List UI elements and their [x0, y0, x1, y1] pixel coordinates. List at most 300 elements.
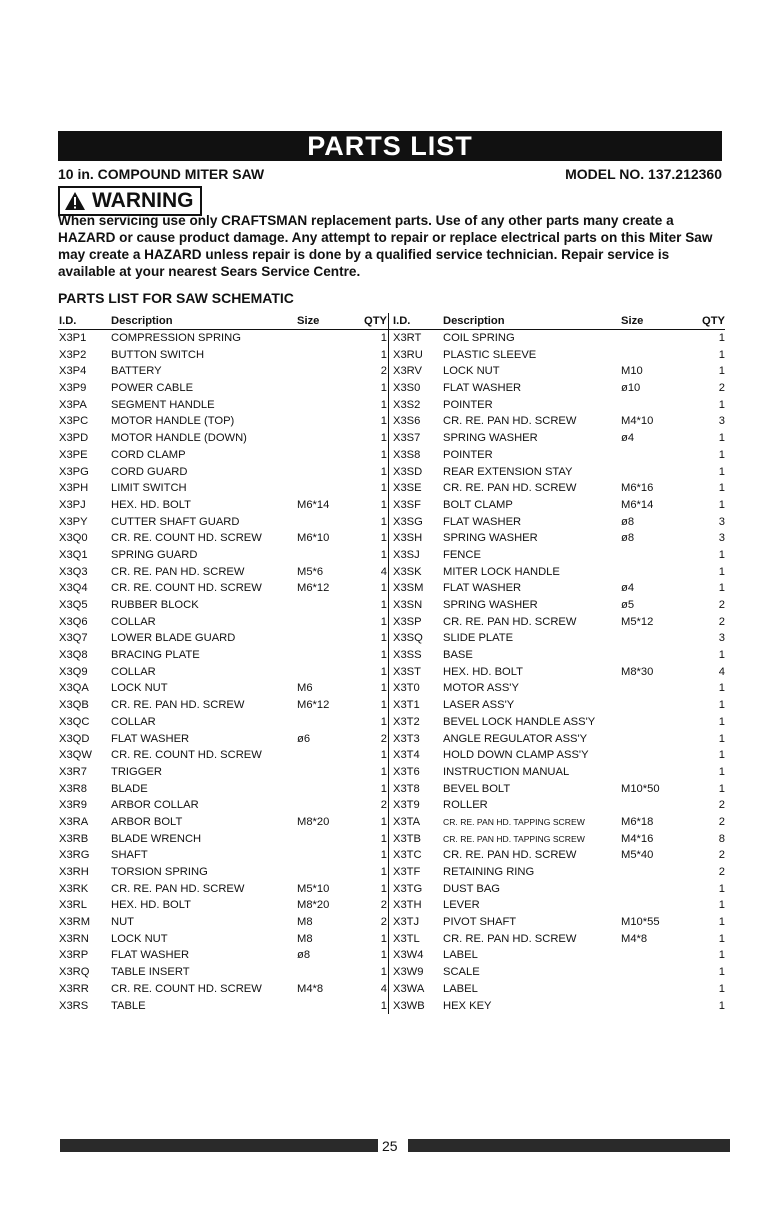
table-row	[389, 847, 725, 864]
table-row	[58, 380, 388, 397]
table-row	[58, 814, 388, 831]
cell-description: HEX KEY	[443, 999, 492, 1012]
table-row	[58, 330, 388, 347]
cell-description: RETAINING RING	[443, 866, 535, 878]
cell-id: X3SP	[393, 615, 422, 628]
table-row	[389, 831, 725, 848]
table-row	[389, 597, 725, 614]
cell-description: HEX. HD. BOLT	[111, 498, 191, 511]
cell-qty: 1	[718, 482, 725, 495]
cell-size: ø8	[621, 532, 635, 545]
cell-size	[297, 831, 357, 848]
cell-qty: 1	[380, 882, 387, 895]
cell-description: CR. RE. PAN HD. SCREW	[443, 615, 577, 628]
cell-description: CR. RE. PAN HD. SCREW	[111, 699, 245, 712]
cell-id: X3SE	[393, 482, 422, 495]
product-name: 10 in. COMPOUND MITER SAW	[58, 166, 265, 182]
table-row	[389, 864, 725, 881]
cell-id: X3RH	[59, 866, 89, 878]
cell-id: X3RM	[59, 916, 91, 929]
cell-size: M8*30	[621, 665, 654, 678]
table-row	[389, 998, 725, 1015]
cell-qty: 1	[380, 498, 387, 511]
cell-id: X3T3	[393, 732, 420, 745]
cell-description: PLASTIC SLEEVE	[443, 348, 537, 361]
cell-id: X3Q5	[59, 599, 88, 611]
cell-qty: 4	[380, 565, 387, 578]
cell-description: COLLAR	[111, 715, 156, 728]
table-row	[389, 797, 725, 814]
cell-id: X3SK	[393, 565, 422, 578]
cell-id: X3P4	[59, 365, 87, 378]
table-row	[389, 564, 725, 581]
cell-id: X3R8	[59, 782, 87, 795]
cell-size: ø5	[621, 599, 635, 611]
cell-description: LOWER BLADE GUARD	[111, 632, 236, 645]
table-row	[58, 413, 388, 430]
cell-size	[621, 797, 681, 814]
cell-description: BEVEL BOLT	[443, 782, 511, 795]
cell-qty: 1	[718, 782, 725, 795]
cell-description: CR. RE. PAN HD. SCREW	[111, 882, 245, 895]
table-row	[58, 881, 388, 898]
cell-qty: 1	[380, 398, 387, 411]
cell-size: ø8	[621, 515, 635, 528]
cell-id: X3SG	[393, 515, 423, 528]
cell-id: X3TB	[393, 832, 421, 845]
cell-description: MOTOR HANDLE (TOP)	[111, 415, 235, 428]
cell-description: SPRING WASHER	[443, 599, 538, 611]
cell-qty: 1	[380, 815, 387, 828]
cell-id: X3RT	[393, 332, 422, 344]
cell-id: X3Q9	[59, 665, 88, 678]
cell-id: X3Q0	[59, 532, 88, 545]
cell-size	[297, 413, 357, 430]
header-qty: QTY	[702, 315, 725, 327]
cell-size: ø4	[621, 582, 635, 595]
cell-size	[297, 514, 357, 531]
cell-id: X3T9	[393, 799, 420, 812]
warning-title: WARNING	[92, 189, 194, 212]
cell-id: X3SF	[393, 498, 421, 511]
cell-qty: 1	[380, 432, 387, 445]
cell-size: M4*8	[297, 982, 324, 995]
cell-description: FLAT WASHER	[443, 382, 522, 395]
cell-size: M5*10	[297, 882, 330, 895]
header-size: Size	[297, 315, 320, 327]
cell-description: TORSION SPRING	[111, 866, 208, 878]
cell-description: LOCK NUT	[111, 932, 168, 945]
cell-description: LOCK NUT	[111, 682, 168, 695]
cell-qty: 2	[380, 365, 387, 378]
cell-qty: 1	[380, 615, 387, 628]
cell-size	[297, 597, 357, 614]
table-row	[58, 747, 388, 764]
cell-id: X3TJ	[393, 916, 420, 929]
cell-description: FLAT WASHER	[111, 732, 190, 745]
cell-description: MOTOR HANDLE (DOWN)	[111, 432, 247, 445]
cell-description: LIMIT SWITCH	[111, 482, 187, 495]
cell-id: X3RU	[393, 348, 423, 361]
table-row	[58, 547, 388, 564]
cell-description: LABEL	[443, 949, 478, 962]
cell-description: BEVEL LOCK HANDLE ASS'Y	[443, 715, 596, 728]
cell-description: FLAT WASHER	[443, 515, 522, 528]
cell-id: X3PE	[59, 448, 88, 461]
cell-size	[297, 714, 357, 731]
cell-qty: 1	[380, 332, 387, 344]
table-row	[389, 430, 725, 447]
cell-description: CR. RE. PAN HD. SCREW	[443, 932, 577, 945]
cell-id: X3Q8	[59, 649, 88, 662]
table-row	[389, 680, 725, 697]
cell-id: X3TG	[393, 882, 423, 895]
cell-size	[621, 347, 681, 364]
cell-qty: 1	[718, 932, 725, 945]
cell-qty: 1	[718, 398, 725, 411]
cell-description: CORD GUARD	[111, 465, 188, 478]
table-row	[58, 864, 388, 881]
table-row	[389, 397, 725, 414]
cell-size	[621, 864, 681, 881]
table-row	[58, 697, 388, 714]
cell-size: M5*40	[621, 849, 654, 862]
cell-size	[297, 397, 357, 414]
cell-qty: 1	[380, 382, 387, 395]
cell-description: SCALE	[443, 966, 480, 979]
table-row	[58, 530, 388, 547]
table-row	[58, 680, 388, 697]
cell-id: X3W4	[393, 949, 424, 962]
cell-id: X3T0	[393, 682, 420, 695]
cell-size	[621, 680, 681, 697]
cell-qty: 1	[380, 765, 387, 778]
header-description: Description	[443, 315, 505, 327]
cell-qty: 1	[718, 548, 725, 561]
cell-qty: 1	[380, 465, 387, 478]
cell-size	[621, 630, 681, 647]
table-row	[58, 647, 388, 664]
cell-qty: 1	[380, 949, 387, 962]
cell-id: X3S0	[393, 382, 421, 395]
cell-id: X3PA	[59, 398, 87, 411]
cell-description: SPRING WASHER	[443, 532, 538, 545]
cell-description: CR. RE. COUNT HD. SCREW	[111, 982, 262, 995]
cell-description: HOLD DOWN CLAMP ASS'Y	[443, 749, 589, 762]
cell-size	[621, 881, 681, 898]
cell-size	[297, 614, 357, 631]
cell-qty: 4	[380, 982, 387, 995]
cell-description: CR. RE. COUNT HD. SCREW	[111, 532, 262, 545]
cell-size: M6*10	[297, 532, 330, 545]
cell-size: M4*10	[621, 415, 654, 428]
cell-id: X3SM	[393, 582, 424, 595]
table-row	[389, 747, 725, 764]
cell-qty: 1	[718, 949, 725, 962]
cell-size	[297, 864, 357, 881]
cell-description: CR. RE. PAN HD. SCREW	[443, 415, 577, 428]
cell-qty: 1	[380, 866, 387, 878]
cell-size: M6	[297, 682, 313, 695]
table-row	[389, 964, 725, 981]
cell-qty: 2	[718, 599, 725, 611]
cell-id: X3T1	[393, 699, 420, 712]
cell-description: SEGMENT HANDLE	[111, 398, 215, 411]
table-row	[58, 947, 388, 964]
cell-qty: 1	[718, 448, 725, 461]
cell-id: X3T4	[393, 749, 420, 762]
cell-id: X3TH	[393, 899, 422, 912]
cell-size	[621, 447, 681, 464]
header-id: I.D.	[59, 315, 77, 327]
cell-size	[297, 630, 357, 647]
cell-description: CR. RE. PAN HD. TAPPING SCREW	[443, 833, 585, 844]
cell-size	[621, 714, 681, 731]
cell-description: DUST BAG	[443, 882, 500, 895]
cell-id: X3S2	[393, 398, 421, 411]
cell-qty: 1	[718, 765, 725, 778]
table-row	[389, 464, 725, 481]
cell-qty: 1	[718, 732, 725, 745]
cell-qty: 1	[718, 899, 725, 912]
cell-description: TRIGGER	[111, 765, 162, 778]
cell-id: X3T6	[393, 765, 420, 778]
cell-id: X3Q6	[59, 615, 88, 628]
cell-description: CR. RE. PAN HD. SCREW	[111, 565, 245, 578]
header-description: Description	[111, 315, 173, 327]
table-row	[389, 781, 725, 798]
cell-size: M6*12	[297, 582, 330, 595]
cell-size: M4*8	[621, 932, 648, 945]
cell-size: M8	[297, 932, 313, 945]
cell-id: X3S6	[393, 415, 421, 428]
cell-qty: 1	[380, 348, 387, 361]
cell-size: M6*18	[621, 815, 654, 828]
cell-id: X3TA	[393, 815, 421, 828]
cell-size: M8*20	[297, 899, 330, 912]
cell-size	[621, 747, 681, 764]
table-row	[389, 931, 725, 948]
cell-description: COLLAR	[111, 615, 156, 628]
table-header	[58, 313, 388, 330]
cell-qty: 1	[380, 415, 387, 428]
cell-id: X3PJ	[59, 498, 86, 511]
cell-qty: 1	[380, 932, 387, 945]
cell-description: LOCK NUT	[443, 365, 500, 378]
cell-id: X3RN	[59, 932, 89, 945]
table-row	[389, 547, 725, 564]
cell-description: FLAT WASHER	[111, 949, 190, 962]
cell-size	[297, 847, 357, 864]
parts-table-left	[58, 313, 388, 1014]
cell-qty: 1	[718, 649, 725, 662]
table-row	[389, 514, 725, 531]
table-row	[389, 697, 725, 714]
cell-qty: 1	[380, 632, 387, 645]
table-row	[389, 764, 725, 781]
table-row	[389, 947, 725, 964]
cell-id: X3RV	[393, 365, 423, 378]
table-row	[58, 580, 388, 597]
cell-id: X3P1	[59, 332, 87, 344]
cell-qty: 1	[380, 649, 387, 662]
cell-description: COMPRESSION SPRING	[111, 332, 241, 344]
warning-triangle-icon	[64, 191, 86, 211]
table-row	[58, 430, 388, 447]
cell-size	[297, 380, 357, 397]
cell-qty: 1	[380, 782, 387, 795]
cell-description: SPRING WASHER	[443, 432, 538, 445]
table-row	[58, 497, 388, 514]
cell-size	[621, 998, 681, 1015]
cell-description: ANGLE REGULATOR ASS'Y	[443, 732, 588, 745]
cell-qty: 1	[718, 749, 725, 762]
cell-id: X3T8	[393, 782, 420, 795]
cell-id: X3RK	[59, 882, 89, 895]
cell-id: X3RQ	[59, 966, 90, 979]
cell-id: X3QA	[59, 682, 89, 695]
cell-description: PIVOT SHAFT	[443, 916, 517, 929]
table-row	[389, 497, 725, 514]
model-number: MODEL NO. 137.212360	[565, 166, 722, 182]
table-row	[389, 614, 725, 631]
cell-id: X3RG	[59, 849, 90, 862]
cell-size	[297, 964, 357, 981]
cell-description: CR. RE. COUNT HD. SCREW	[111, 749, 262, 762]
cell-description: COIL SPRING	[443, 332, 515, 344]
table-row	[58, 597, 388, 614]
cell-qty: 1	[380, 715, 387, 728]
table-row	[58, 630, 388, 647]
cell-id: X3Q7	[59, 632, 88, 645]
cell-size: M6*14	[297, 498, 330, 511]
cell-size: M6*16	[621, 482, 654, 495]
cell-qty: 1	[718, 348, 725, 361]
cell-size	[297, 480, 357, 497]
cell-qty: 1	[718, 332, 725, 344]
cell-size	[297, 330, 357, 347]
cell-size	[297, 347, 357, 364]
cell-description: BASE	[443, 649, 473, 662]
cell-id: X3Q4	[59, 582, 88, 595]
table-row	[389, 380, 725, 397]
cell-id: X3SN	[393, 599, 423, 611]
table-row	[58, 897, 388, 914]
table-row	[58, 981, 388, 998]
cell-id: X3SQ	[393, 632, 423, 645]
cell-id: X3RL	[59, 899, 87, 912]
table-row	[58, 347, 388, 364]
cell-qty: 1	[380, 532, 387, 545]
cell-id: X3S7	[393, 432, 421, 445]
cell-qty: 1	[718, 365, 725, 378]
cell-size	[621, 981, 681, 998]
cell-qty: 2	[380, 899, 387, 912]
cell-description: POWER CABLE	[111, 382, 194, 395]
page-number: 25	[382, 1138, 398, 1154]
cell-description: MOTOR ASS'Y	[443, 682, 519, 695]
table-header	[389, 313, 725, 330]
cell-size: M6*12	[297, 699, 330, 712]
cell-description: POINTER	[443, 398, 493, 411]
table-row	[58, 931, 388, 948]
cell-size	[297, 547, 357, 564]
cell-description: CORD CLAMP	[111, 448, 186, 461]
table-row	[389, 647, 725, 664]
cell-size: ø4	[621, 432, 635, 445]
cell-description: HEX. HD. BOLT	[111, 899, 191, 912]
cell-size	[297, 747, 357, 764]
cell-qty: 1	[718, 699, 725, 712]
cell-size: M10*50	[621, 782, 660, 795]
cell-description: CR. RE. PAN HD. TAPPING SCREW	[443, 816, 585, 827]
cell-qty: 1	[380, 682, 387, 695]
cell-size	[621, 897, 681, 914]
table-row	[58, 480, 388, 497]
table-row	[389, 664, 725, 681]
warning-text: When servicing use only CRAFTSMAN replacement parts. Use of any other parts many create a HAZARD or cause product damage. Any attempt to repair or replace electrical parts on this Miter Saw may create a HAZARD unless repair is done by a qualified service technician. Repair service is available at your nearest Sears Service Centre.	[58, 213, 713, 279]
table-row	[389, 731, 725, 748]
cell-id: X3W9	[393, 966, 424, 979]
table-row	[389, 480, 725, 497]
table-row	[389, 914, 725, 931]
cell-description: HEX. HD. BOLT	[443, 665, 523, 678]
table-row	[58, 764, 388, 781]
cell-description: LABEL	[443, 982, 478, 995]
parts-table-right	[388, 313, 725, 1014]
cell-id: X3SJ	[393, 548, 420, 561]
cell-description: ARBOR COLLAR	[111, 799, 199, 812]
page-title: PARTS LIST	[58, 131, 722, 161]
table-row	[389, 630, 725, 647]
cell-size	[297, 647, 357, 664]
cell-size	[297, 781, 357, 798]
cell-id: X3RA	[59, 815, 89, 828]
cell-id: X3QD	[59, 732, 90, 745]
table-row	[58, 714, 388, 731]
cell-id: X3PG	[59, 465, 89, 478]
cell-qty: 1	[380, 749, 387, 762]
cell-size	[621, 731, 681, 748]
cell-size	[621, 547, 681, 564]
cell-description: BUTTON SWITCH	[111, 348, 205, 361]
table-row	[58, 464, 388, 481]
cell-description: CUTTER SHAFT GUARD	[111, 515, 240, 528]
cell-size: M5*12	[621, 615, 654, 628]
cell-id: X3QB	[59, 699, 89, 712]
cell-id: X3RR	[59, 982, 89, 995]
cell-qty: 4	[718, 665, 725, 678]
cell-description: SHAFT	[111, 849, 148, 862]
cell-description: TABLE	[111, 999, 146, 1012]
cell-qty: 3	[718, 632, 725, 645]
section-title: PARTS LIST FOR SAW SCHEMATIC	[58, 290, 294, 306]
cell-id: X3PC	[59, 415, 89, 428]
cell-description: CR. RE. COUNT HD. SCREW	[111, 582, 262, 595]
cell-qty: 3	[718, 415, 725, 428]
cell-qty: 1	[718, 715, 725, 728]
cell-size	[621, 964, 681, 981]
cell-qty: 2	[718, 615, 725, 628]
cell-id: X3WB	[393, 999, 425, 1012]
cell-id: X3SH	[393, 532, 423, 545]
cell-description: LEVER	[443, 899, 480, 912]
cell-qty: 1	[718, 966, 725, 979]
cell-size	[297, 447, 357, 464]
cell-qty: 1	[380, 966, 387, 979]
cell-qty: 8	[718, 832, 725, 845]
cell-id: X3TC	[393, 849, 422, 862]
